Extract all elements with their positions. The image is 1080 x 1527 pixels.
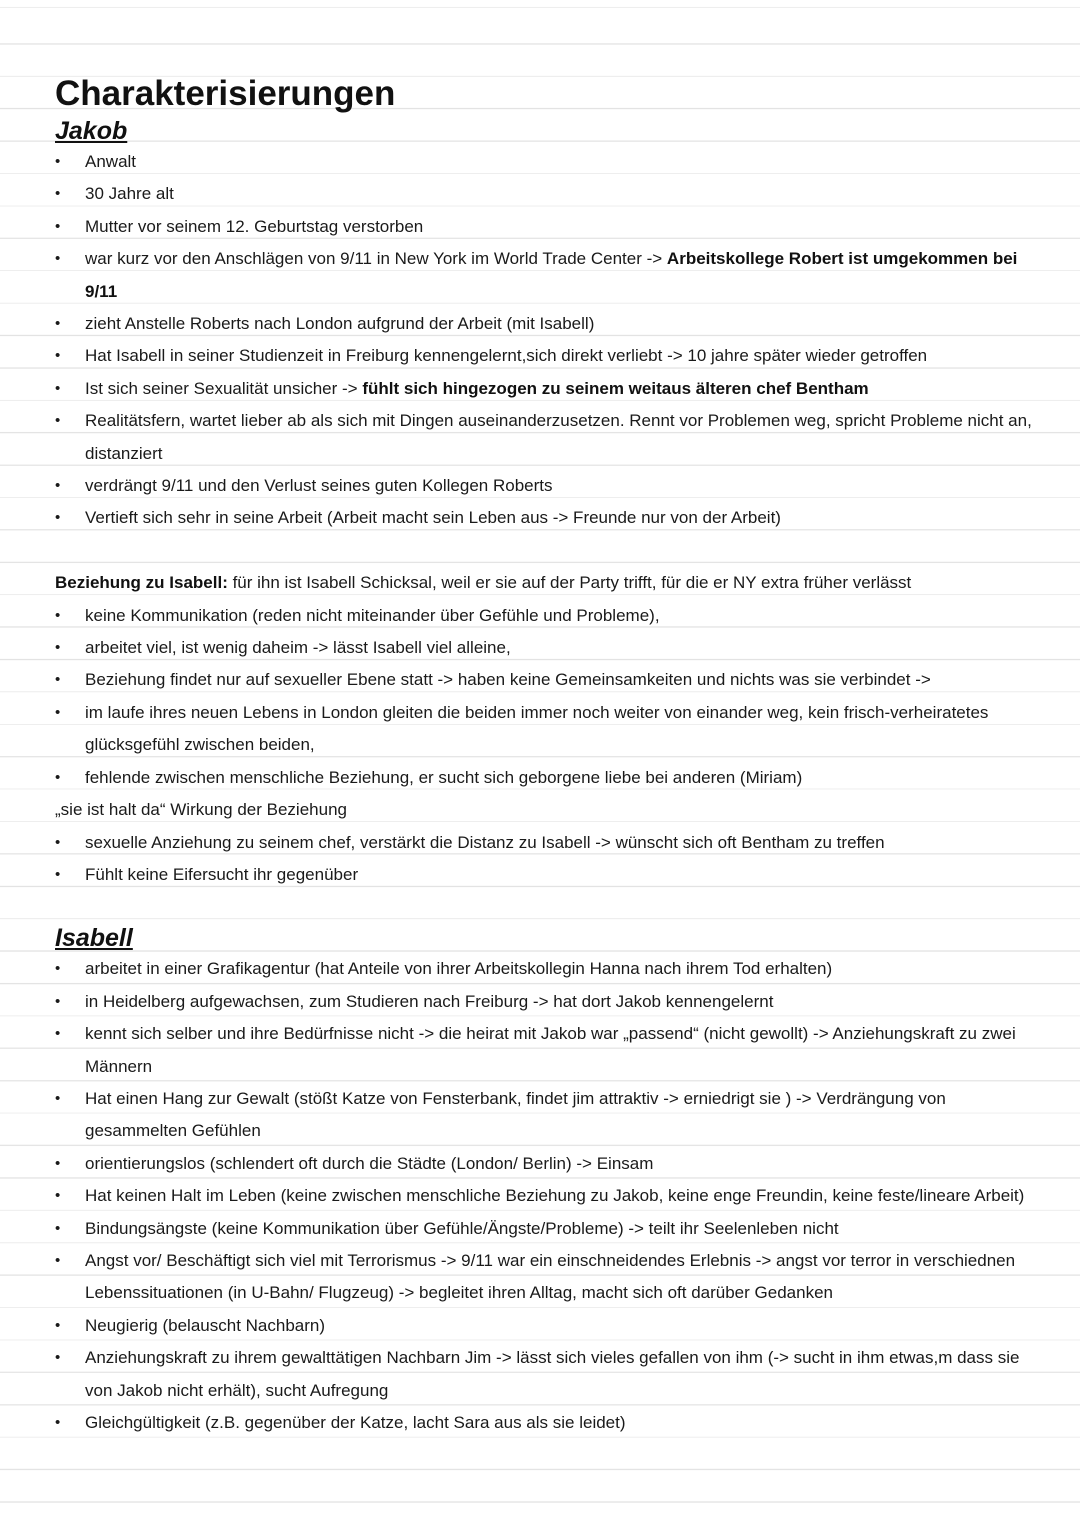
list-item: • 30 Jahre alt bbox=[55, 178, 1045, 210]
list-item: • Anwalt bbox=[55, 146, 1045, 178]
list-item: • zieht Anstelle Roberts nach London aufgrund der Arbeit (mit Isabell) bbox=[55, 308, 1045, 340]
list-item: • arbeitet viel, ist wenig daheim -> lässt Isabell viel alleine, bbox=[55, 632, 1045, 664]
section-heading-isabell: Isabell bbox=[55, 924, 133, 953]
list-item: • arbeitet in einer Grafikagentur (hat Anteile von ihrer Arbeitskollegin Hanna nach ihrem Tod erhalten) bbox=[55, 953, 1045, 985]
list-item: • Ist sich seiner Sexualität unsicher -> fühlt sich hingezogen zu seinem weitaus älteren chef Bentham bbox=[55, 373, 1045, 405]
list-item: • im laufe ihres neuen Lebens in London gleiten die beiden immer noch weiter von einander weg, kein frisch-verheiratetes glücksgefühl zwischen beiden, bbox=[55, 697, 1045, 762]
list-item: • Hat keinen Halt im Leben (keine zwischen menschliche Beziehung zu Jakob, keine enge Freundin, keine feste/lineare Arbeit) bbox=[55, 1180, 1045, 1212]
list-item: • orientierungslos (schlendert oft durch die Städte (London/ Berlin) -> Einsam bbox=[55, 1148, 1045, 1180]
isabell-list bbox=[55, 953, 1045, 1439]
section-heading-jakob: Jakob bbox=[55, 117, 128, 145]
list-item: • keine Kommunikation (reden nicht miteinander über Gefühle und Probleme), bbox=[55, 600, 1045, 632]
list-item: • Angst vor/ Beschäftigt sich viel mit Terrorismus -> 9/11 war ein einschneidendes Erlebnis -> angst vor terror in verschiednen Lebenssituationen (in U-Bahn/ Flugzeug) -> begleitet ihren Alltag, macht sich oft darüber Gedanken bbox=[55, 1245, 1045, 1310]
list-item: • Mutter vor seinem 12. Geburtstag verstorben bbox=[55, 211, 1045, 243]
list-item: • Anziehungskraft zu ihrem gewalttätigen Nachbarn Jim -> lässt sich vieles gefallen von ihm (-> sucht in ihm etwas,m dass sie von Jakob nicht erhält), sucht Aufregung bbox=[55, 1342, 1045, 1407]
list-item: • Hat Isabell in seiner Studienzeit in Freiburg kennengelernt,sich direkt verliebt -> 10 jahre später wieder getroffen bbox=[55, 340, 1045, 372]
relationship-quote: „sie ist halt da“ Wirkung der Beziehung bbox=[55, 800, 347, 820]
list-item: • Hat einen Hang zur Gewalt (stößt Katze von Fensterbank, findet jim attraktiv -> erniedrigt sie ) -> Verdrängung von gesammelten Gefühlen bbox=[55, 1083, 1045, 1148]
list-item: • Beziehung findet nur auf sexueller Ebene statt -> haben keine Gemeinsamkeiten und nichts was sie verbindet -> bbox=[55, 664, 1045, 696]
list-item: • Neugierig (belauscht Nachbarn) bbox=[55, 1310, 1045, 1342]
list-item: • in Heidelberg aufgewachsen, zum Studieren nach Freiburg -> hat dort Jakob kennengelernt bbox=[55, 986, 1045, 1018]
relationship-list bbox=[55, 600, 1045, 794]
list-item: • Gleichgültigkeit (z.B. gegenüber der Katze, lacht Sara aus als sie leidet) bbox=[55, 1407, 1045, 1439]
list-item: • kennt sich selber und ihre Bedürfnisse nicht -> die heirat mit Jakob war „passend“ (nicht gewollt) -> Anziehungskraft zu zwei Männern bbox=[55, 1018, 1045, 1083]
spacer bbox=[55, 891, 1045, 911]
document-page bbox=[55, 72, 1045, 1439]
spacer bbox=[55, 535, 1045, 567]
relationship-list-2 bbox=[55, 827, 1045, 892]
jakob-list bbox=[55, 146, 1045, 535]
page-title: Charakterisierungen bbox=[55, 74, 396, 113]
list-item: • fehlende zwischen menschliche Beziehung, er sucht sich geborgene liebe bei anderen (Miriam) bbox=[55, 762, 1045, 794]
list-item: • verdrängt 9/11 und den Verlust seines guten Kollegen Roberts bbox=[55, 470, 1045, 502]
list-item: • sexuelle Anziehung zu seinem chef, verstärkt die Distanz zu Isabell -> wünscht sich oft Bentham zu treffen bbox=[55, 827, 1045, 859]
list-item: • Vertieft sich sehr in seine Arbeit (Arbeit macht sein Leben aus -> Freunde nur von der Arbeit) bbox=[55, 502, 1045, 534]
list-item: • Fühlt keine Eifersucht ihr gegenüber bbox=[55, 859, 1045, 891]
list-item: • war kurz vor den Anschlägen von 9/11 in New York im World Trade Center -> Arbeitskollege Robert ist umgekommen bei 9/11 bbox=[55, 243, 1045, 308]
list-item: • Realitätsfern, wartet lieber ab als sich mit Dingen auseinanderzusetzen. Rennt vor Problemen weg, spricht Probleme nicht an, distanziert bbox=[55, 405, 1045, 470]
list-item: • Bindungsängste (keine Kommunikation über Gefühle/Ängste/Probleme) -> teilt ihr Seelenleben nicht bbox=[55, 1213, 1045, 1245]
relationship-intro: Beziehung zu Isabell: für ihn ist Isabell Schicksal, weil er sie auf der Party trifft, für die er NY extra früher verlässt bbox=[55, 573, 912, 593]
